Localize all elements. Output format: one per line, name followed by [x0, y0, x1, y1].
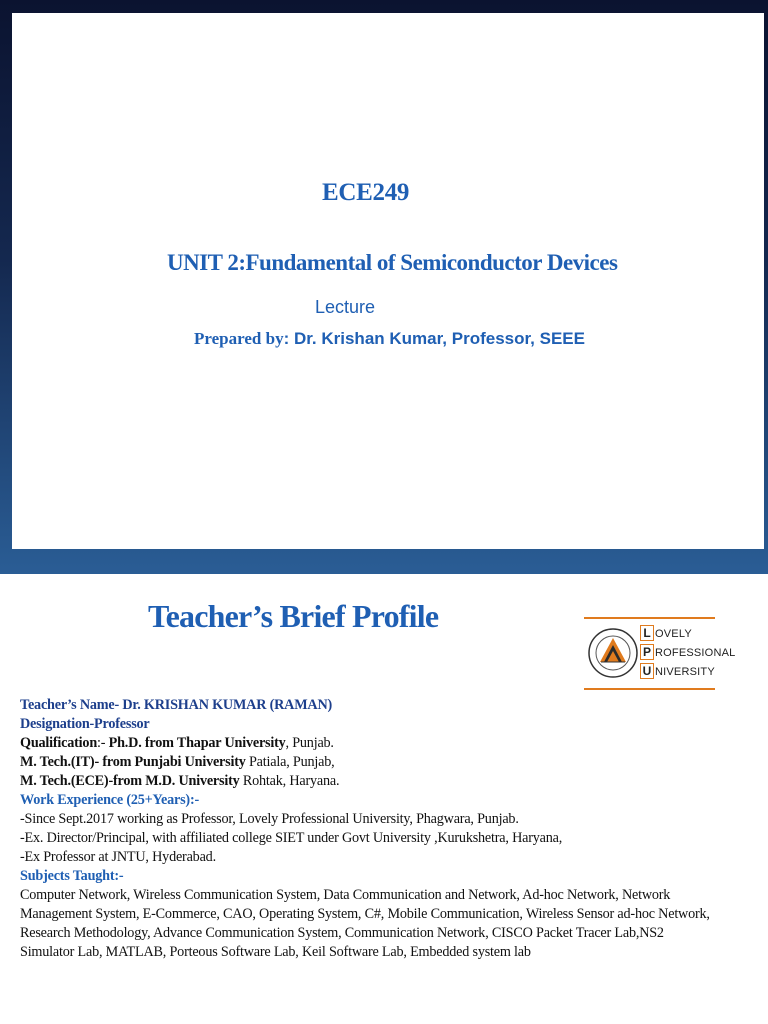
qualification-line: Qualification:- Ph.D. from Thapar University, Punjab. [20, 735, 334, 751]
work-experience-item: -Ex Professor at JNTU, Hyderabad. [20, 849, 216, 865]
lpu-logo-line-2: P ROFESSIONAL [640, 644, 735, 660]
designation: Designation-Professor [20, 716, 150, 732]
subjects-line: Research Methodology, Advance Communication System, Communication Network, CISCO Packet Tracer Lab,NS2 [20, 925, 664, 941]
lpu-emblem-icon [587, 622, 639, 684]
profile-slide [0, 574, 768, 1024]
unit-title: UNIT 2:Fundamental of Semiconductor Devices [167, 250, 618, 275]
subjects-line: Computer Network, Wireless Communication System, Data Communication and Network, Ad-hoc Network, Network [20, 887, 671, 903]
lpu-logo [584, 617, 736, 690]
course-code: ECE249 [322, 179, 410, 206]
lpu-logo-line-1: L OVELY [640, 625, 692, 641]
title-slide-card [12, 13, 764, 549]
subjects-line: Management System, E-Commerce, CAO, Operating System, C#, Mobile Communication, Wireless Sensor ad-hoc Network, [20, 906, 710, 922]
subjects-line: Simulator Lab, MATLAB, Porteous Software Lab, Keil Software Lab, Embedded system lab [20, 944, 531, 960]
profile-body [20, 696, 760, 962]
prepared-by-value: : Dr. Krishan Kumar, Professor, SEEE [283, 329, 585, 348]
lpu-logo-line-3: U NIVERSITY [640, 663, 715, 679]
prepared-by [194, 329, 585, 349]
profile-heading: Teacher’s Brief Profile [148, 598, 439, 634]
mtech-ece-line: M. Tech.(ECE)-from M.D. University Rohtak, Haryana. [20, 773, 340, 789]
lecture-label: Lecture [315, 297, 376, 317]
work-experience-heading: Work Experience (25+Years):- [20, 792, 199, 808]
teacher-name: Teacher’s Name- Dr. KRISHAN KUMAR (RAMAN) [20, 697, 333, 713]
mtech-it-line: M. Tech.(IT)- from Punjabi University Patiala, Punjab, [20, 754, 335, 770]
work-experience-item: -Ex. Director/Principal, with affiliated college SIET under Govt University ,Kurukshetra, Haryana, [20, 830, 563, 846]
prepared-by-label: Prepared by [194, 329, 284, 348]
work-experience-item: -Since Sept.2017 working as Professor, Lovely Professional University, Phagwara, Punjab. [20, 811, 519, 827]
subjects-heading: Subjects Taught:- [20, 868, 124, 884]
